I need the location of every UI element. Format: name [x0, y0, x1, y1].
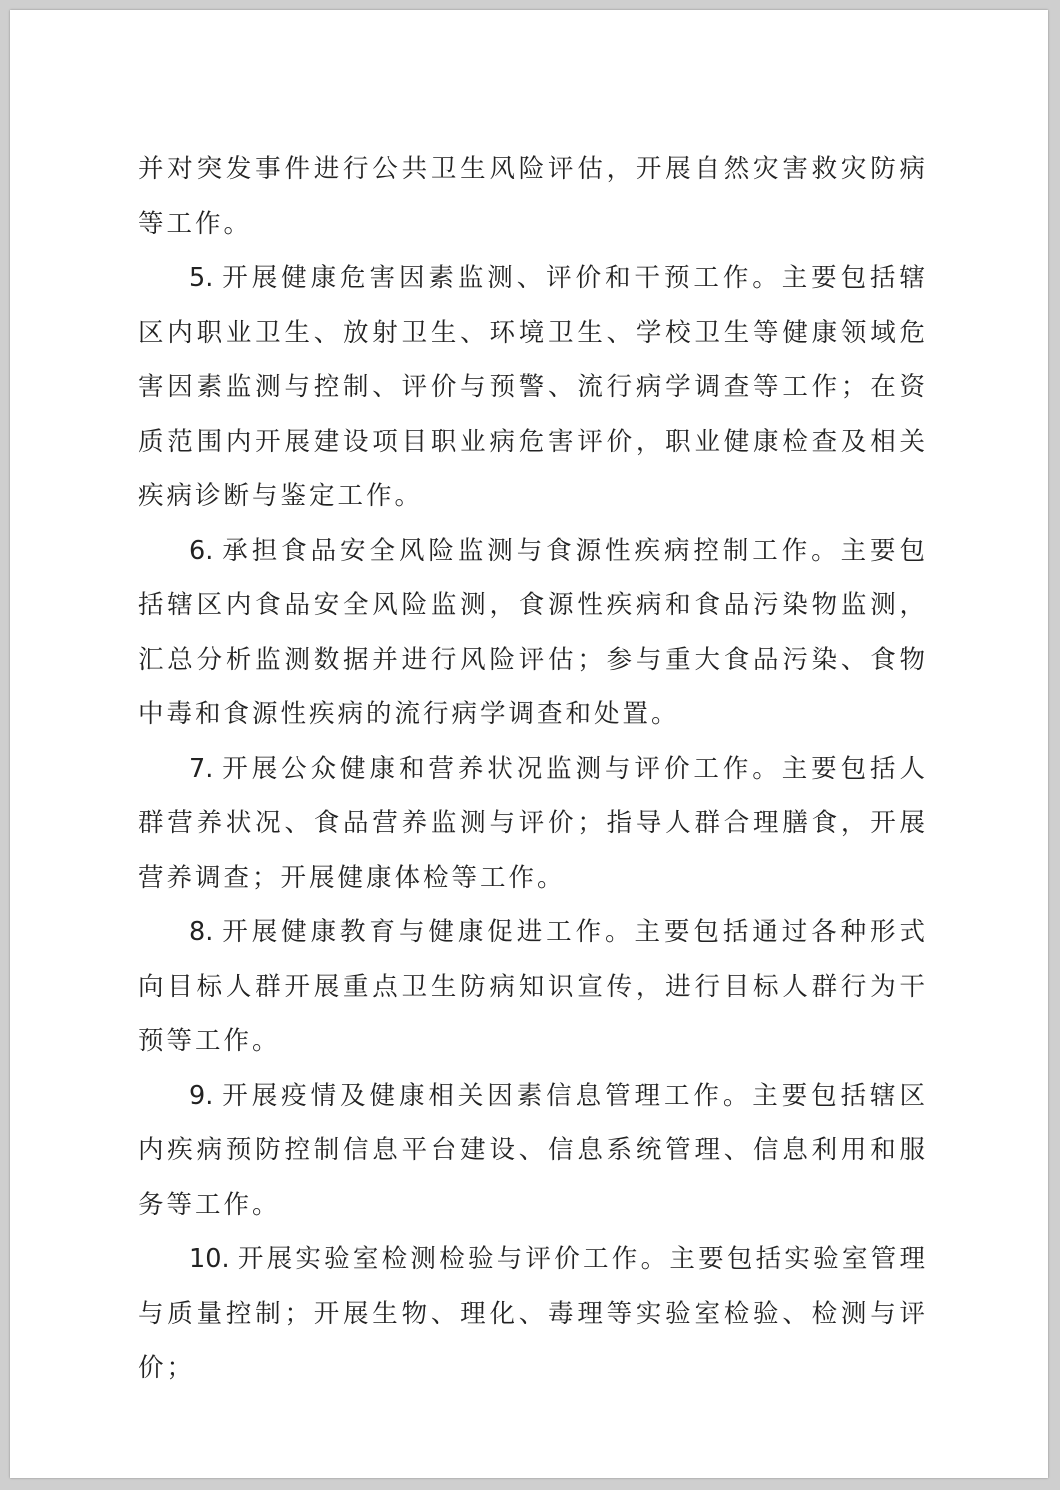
paragraph-text: 开展公众健康和营养状况监测与评价工作。主要包括人群营养状况、食品营养监测与评价；指导人群合理膳食，开展营养调查；开展健康体检等工作。: [138, 753, 928, 893]
paragraph-item-5: [138, 251, 928, 524]
paragraph-item-9: [138, 1069, 928, 1233]
document-page: [10, 10, 1048, 1478]
paragraph-item-6: [138, 524, 928, 742]
paragraph-text: 开展实验室检测检验与评价工作。主要包括实验室管理与质量控制；开展生物、理化、毒理等实验室检验、检测与评价；: [138, 1244, 928, 1383]
paragraph-text: 承担食品安全风险监测与食源性疾病控制工作。主要包括辖区内食品安全风险监测，食源性疾病和食品污染物监测，汇总分析监测数据并进行风险评估；参与重大食品污染、食物中毒和食源性疾病的流行病学调查和处置。: [138, 535, 928, 729]
paragraph-number: 8.: [189, 917, 214, 947]
paragraph-item-8: [138, 905, 928, 1069]
page-content: [138, 142, 928, 1396]
paragraph-text: 并对突发事件进行公共卫生风险评估，开展自然灾害救灾防病等工作。: [138, 154, 928, 239]
paragraph-text: 开展健康教育与健康促进工作。主要包括通过各种形式向目标人群开展重点卫生防病知识宣传，进行目标人群行为干预等工作。: [138, 917, 928, 1056]
paragraph-continuation: [138, 142, 928, 251]
paragraph-number: 5.: [189, 263, 214, 293]
paragraph-number: 7.: [189, 753, 214, 784]
paragraph-number: 10.: [189, 1244, 230, 1274]
paragraph-number: 9.: [189, 1080, 214, 1111]
paragraph-item-10: [138, 1232, 928, 1396]
paragraph-text: 开展健康危害因素监测、评价和干预工作。主要包括辖区内职业卫生、放射卫生、环境卫生、学校卫生等健康领域危害因素监测与控制、评价与预警、流行病学调查等工作；在资质范围内开展建设项目职业病危害评价，职业健康检查及相关疾病诊断与鉴定工作。: [138, 263, 928, 511]
paragraph-number: 6.: [189, 535, 214, 566]
paragraph-text: 开展疫情及健康相关因素信息管理工作。主要包括辖区内疾病预防控制信息平台建设、信息系统管理、信息利用和服务等工作。: [138, 1080, 928, 1220]
paragraph-item-7: [138, 742, 928, 906]
